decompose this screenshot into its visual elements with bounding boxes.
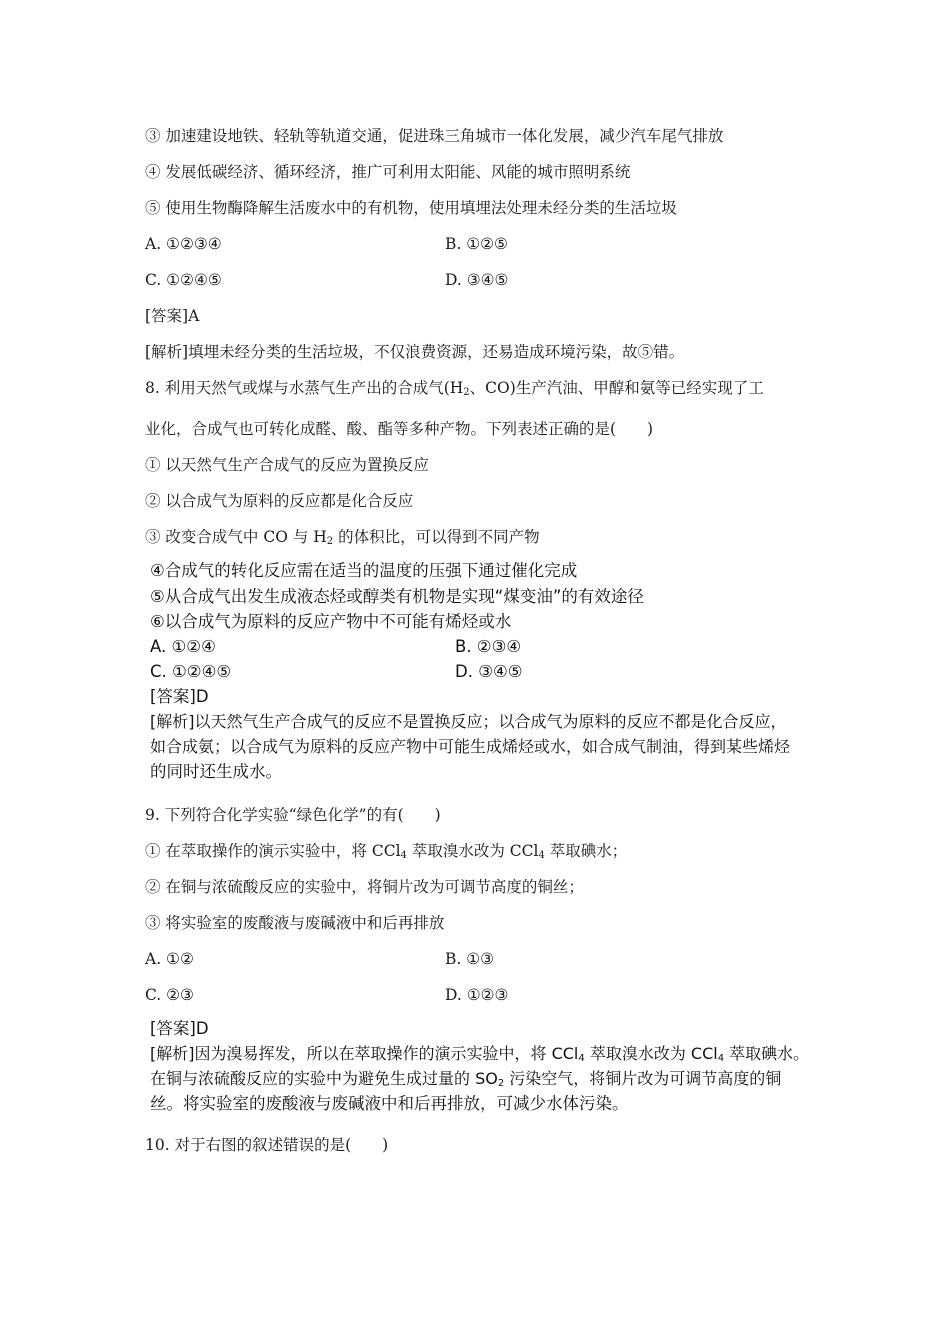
q8-stem-line-2: 业化，合成气也可转化成醛、酸、酯等多种产物。下列表述正确的是( ) (145, 420, 654, 438)
q9-answer: [答案]D (150, 1019, 209, 1038)
q8-analysis-line-3: 的同时还生成水。 (150, 762, 282, 781)
q8-option-b: B. ②③④ (455, 637, 522, 656)
q8-item-4: ④合成气的转化反应需在适当的温度的压强下通过催化完成 (150, 561, 578, 580)
q8-option-c: C. ①②④⑤ (150, 662, 232, 681)
q9-option-c: C. ②③ (145, 986, 194, 1004)
q7-item-4: ④ 发展低碳经济、循环经济，推广可利用太阳能、风能的城市照明系统 (145, 163, 631, 181)
q8-option-a: A. ①②④ (150, 637, 216, 656)
q9-item-2: ② 在铜与浓硫酸反应的实验中，将铜片改为可调节高度的铜丝； (145, 878, 584, 896)
q9-analysis-line-1: [解析]因为溴易挥发，所以在萃取操作的演示实验中，将 CCl$_4$ 萃取溴水改为 CCl$_4$ 萃取碘水。 (150, 1044, 810, 1064)
q7-answer: [答案]A (145, 307, 200, 325)
q8-item-5: ⑤从合成气出发生成液态烃或醇类有机物是实现“煤变油”的有效途径 (150, 587, 644, 606)
q8-item-6: ⑥以合成气为原料的反应产物中不可能有烯烃或水 (150, 612, 512, 631)
q7-item-5: ⑤ 使用生物酶降解生活废水中的有机物，使用填埋法处理未经分类的生活垃圾 (145, 199, 677, 217)
q8-stem-line-1: 8. 利用天然气或煤与水蒸气生产出的合成气($H_2$、CO)生产汽油、甲醇和氨等已经实现了工 (145, 379, 764, 398)
q8-analysis-line-2: 如合成氨；以合成气为原料的反应产物中可能生成烯烃或水，如合成气制油，得到某些烯烃 (150, 737, 791, 756)
q9-analysis-line-3: 丝。将实验室的废酸液与废碱液中和后再排放，可减少水体污染。 (150, 1094, 629, 1113)
q7-option-b: B. ①②⑤ (445, 235, 508, 253)
q8-analysis-line-1: [解析]以天然气生产合成气的反应不是置换反应；以合成气为原料的反应不都是化合反应， (150, 712, 787, 731)
q9-option-d: D. ①②③ (445, 986, 509, 1004)
q9-stem: 9. 下列符合化学实验“绿色化学”的有( ) (145, 806, 441, 824)
q8-item-1: ① 以天然气生产合成气的反应为置换反应 (145, 456, 429, 474)
q8-answer: [答案]D (150, 687, 209, 706)
q7-analysis: [解析]填埋未经分类的生活垃圾，不仅浪费资源，还易造成环境污染，故⑤错。 (145, 343, 685, 361)
q9-item-3: ③ 将实验室的废酸液与废碱液中和后再排放 (145, 914, 445, 932)
q7-item-3: ③ 加速建设地铁、轻轨等轨道交通，促进珠三角城市一体化发展，减少汽车尾气排放 (145, 127, 724, 145)
q7-option-c: C. ①②④⑤ (145, 271, 222, 289)
q8-item-3: ③ 改变合成气中 CO 与 $H_2$ 的体积比，可以得到不同产物 (145, 528, 540, 547)
q9-option-a: A. ①② (145, 950, 194, 968)
q7-option-d: D. ③④⑤ (445, 271, 509, 289)
q7-option-a: A. ①②③④ (145, 235, 222, 253)
q9-option-b: B. ①③ (445, 950, 495, 968)
q9-item-1: ① 在萃取操作的演示实验中，将 CCl$_4$ 萃取溴水改为 CCl$_4$ 萃取碘水； (145, 842, 628, 861)
q10-stem: 10. 对于右图的叙述错误的是( ) (145, 1136, 389, 1154)
q8-option-d: D. ③④⑤ (455, 662, 523, 681)
q8-item-2: ② 以合成气为原料的反应都是化合反应 (145, 492, 414, 510)
q9-analysis-line-2: 在铜与浓硫酸反应的实验中为避免生成过量的 $SO_2$ 污染空气，将铜片改为可调节高度的铜 (150, 1069, 782, 1089)
